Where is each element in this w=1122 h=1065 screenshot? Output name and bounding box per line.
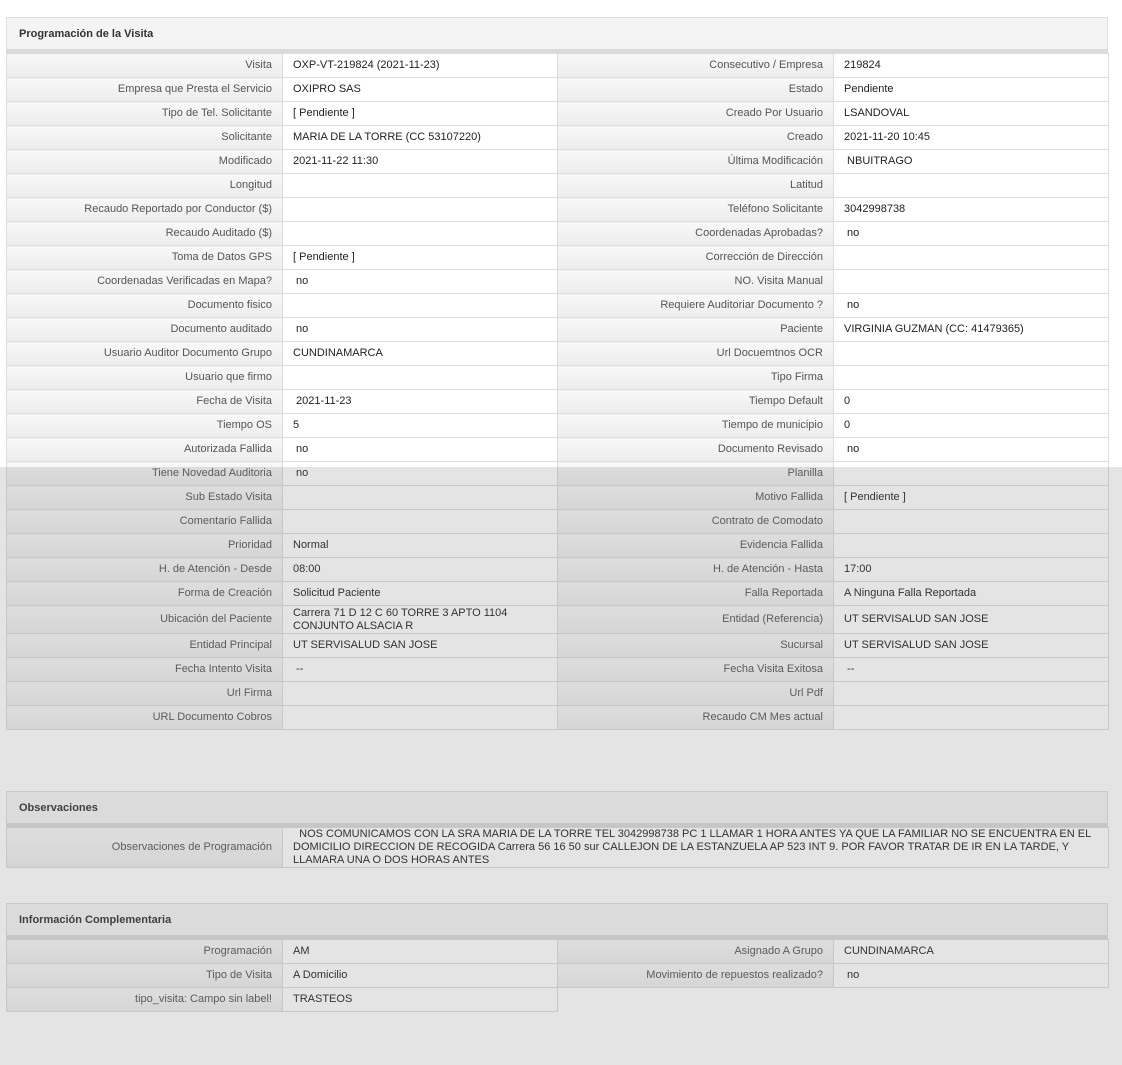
field-label: Usuario que firmo bbox=[7, 366, 283, 390]
field-value bbox=[834, 366, 1109, 390]
field-value: 2021-11-22 11:30 bbox=[283, 150, 558, 174]
field-label: Ubicación del Paciente bbox=[7, 606, 283, 634]
field-label: Fecha Visita Exitosa bbox=[558, 658, 834, 682]
field-value bbox=[834, 534, 1109, 558]
field-value: 17:00 bbox=[834, 558, 1109, 582]
table-row bbox=[7, 198, 1109, 222]
complementaria-title: Información Complementaria bbox=[19, 913, 172, 926]
field-label: Planilla bbox=[558, 462, 834, 486]
field-label: Recaudo CM Mes actual bbox=[558, 706, 834, 730]
table-row bbox=[7, 342, 1109, 366]
field-value: OXIPRO SAS bbox=[283, 78, 558, 102]
table-row bbox=[7, 486, 1109, 510]
observaciones-panel bbox=[6, 791, 1108, 868]
field-value: CUNDINAMARCA bbox=[834, 940, 1109, 964]
field-value: 219824 bbox=[834, 54, 1109, 78]
field-label: Sucursal bbox=[558, 634, 834, 658]
table-row bbox=[7, 606, 1109, 634]
observaciones-table bbox=[6, 827, 1109, 868]
table-row bbox=[7, 150, 1109, 174]
field-label: Tiene Novedad Auditoria bbox=[7, 462, 283, 486]
observaciones-title: Observaciones bbox=[19, 801, 98, 814]
table-row bbox=[7, 940, 1109, 964]
table-row bbox=[7, 318, 1109, 342]
field-label: Tiempo OS bbox=[7, 414, 283, 438]
field-label: Asignado A Grupo bbox=[558, 940, 834, 964]
field-value: MARIA DE LA TORRE (CC 53107220) bbox=[283, 126, 558, 150]
field-label: Fecha de Visita bbox=[7, 390, 283, 414]
table-row bbox=[7, 414, 1109, 438]
field-value bbox=[834, 706, 1109, 730]
field-label: Tipo de Visita bbox=[7, 964, 283, 988]
field-value: LSANDOVAL bbox=[834, 102, 1109, 126]
field-value bbox=[283, 510, 558, 534]
field-label: Documento Revisado bbox=[558, 438, 834, 462]
field-value bbox=[834, 246, 1109, 270]
field-value bbox=[834, 342, 1109, 366]
table-row bbox=[7, 634, 1109, 658]
field-label: Solicitante bbox=[7, 126, 283, 150]
field-label: Url Firma bbox=[7, 682, 283, 706]
field-value: 2021-11-20 10:45 bbox=[834, 126, 1109, 150]
programacion-title: Programación de la Visita bbox=[19, 27, 154, 40]
field-label: Longitud bbox=[7, 174, 283, 198]
field-value: VIRGINIA GUZMAN (CC: 41479365) bbox=[834, 318, 1109, 342]
field-value: no bbox=[283, 462, 558, 486]
programacion-panel bbox=[6, 17, 1108, 730]
field-label: Prioridad bbox=[7, 534, 283, 558]
field-label: Url Docuemtnos OCR bbox=[558, 342, 834, 366]
field-value: 08:00 bbox=[283, 558, 558, 582]
table-row bbox=[7, 988, 1109, 1012]
table-row bbox=[7, 964, 1109, 988]
table-row bbox=[7, 582, 1109, 606]
field-value: AM bbox=[283, 940, 558, 964]
field-value bbox=[283, 366, 558, 390]
field-label: Recaudo Reportado por Conductor ($) bbox=[7, 198, 283, 222]
field-label: tipo_visita: Campo sin label! bbox=[7, 988, 283, 1012]
field-value bbox=[283, 294, 558, 318]
field-value: no bbox=[834, 438, 1109, 462]
field-value bbox=[283, 486, 558, 510]
field-label: Movimiento de repuestos realizado? bbox=[558, 964, 834, 988]
field-label: Coordenadas Verificadas en Mapa? bbox=[7, 270, 283, 294]
field-value bbox=[834, 682, 1109, 706]
field-value: no bbox=[283, 438, 558, 462]
field-value: 3042998738 bbox=[834, 198, 1109, 222]
field-value: Carrera 71 D 12 C 60 TORRE 3 APTO 1104 CONJUNTO ALSACIA R bbox=[283, 606, 558, 634]
field-label: Tiempo de municipio bbox=[558, 414, 834, 438]
field-value bbox=[834, 174, 1109, 198]
field-value: [ Pendiente ] bbox=[283, 246, 558, 270]
table-row bbox=[7, 462, 1109, 486]
table-row bbox=[7, 126, 1109, 150]
field-value bbox=[283, 682, 558, 706]
table-row bbox=[7, 246, 1109, 270]
field-label: Tiempo Default bbox=[558, 390, 834, 414]
field-label: Programación bbox=[7, 940, 283, 964]
field-value: NBUITRAGO bbox=[834, 150, 1109, 174]
field-label: Corrección de Dirección bbox=[558, 246, 834, 270]
table-row bbox=[7, 828, 1109, 868]
programacion-table bbox=[6, 53, 1109, 730]
field-label: Entidad (Referencia) bbox=[558, 606, 834, 634]
field-value: no bbox=[834, 294, 1109, 318]
table-row bbox=[7, 270, 1109, 294]
field-value: no bbox=[834, 964, 1109, 988]
complementaria-header bbox=[6, 903, 1108, 939]
field-label: Estado bbox=[558, 78, 834, 102]
field-label: Entidad Principal bbox=[7, 634, 283, 658]
table-row bbox=[7, 706, 1109, 730]
table-row bbox=[7, 558, 1109, 582]
field-value: TRASTEOS bbox=[283, 988, 558, 1012]
field-value: A Domicilio bbox=[283, 964, 558, 988]
field-value: no bbox=[283, 318, 558, 342]
field-label: Usuario Auditor Documento Grupo bbox=[7, 342, 283, 366]
field-value: OXP-VT-219824 (2021-11-23) bbox=[283, 54, 558, 78]
table-row bbox=[7, 222, 1109, 246]
field-value: 2021-11-23 bbox=[283, 390, 558, 414]
table-row bbox=[7, 390, 1109, 414]
field-label: Modificado bbox=[7, 150, 283, 174]
field-label: Tipo de Tel. Solicitante bbox=[7, 102, 283, 126]
field-label: Evidencia Fallida bbox=[558, 534, 834, 558]
field-label: URL Documento Cobros bbox=[7, 706, 283, 730]
empty-cell bbox=[558, 988, 1109, 1012]
field-value: no bbox=[283, 270, 558, 294]
field-label: NO. Visita Manual bbox=[558, 270, 834, 294]
field-label: Latitud bbox=[558, 174, 834, 198]
table-row bbox=[7, 78, 1109, 102]
field-value: -- bbox=[283, 658, 558, 682]
field-label: Autorizada Fallida bbox=[7, 438, 283, 462]
field-label: H. de Atención - Hasta bbox=[558, 558, 834, 582]
table-row bbox=[7, 54, 1109, 78]
field-value: 5 bbox=[283, 414, 558, 438]
table-row bbox=[7, 294, 1109, 318]
field-label: Empresa que Presta el Servicio bbox=[7, 78, 283, 102]
table-row bbox=[7, 658, 1109, 682]
field-value: Pendiente bbox=[834, 78, 1109, 102]
field-label: Documento auditado bbox=[7, 318, 283, 342]
field-value bbox=[834, 270, 1109, 294]
field-value: [ Pendiente ] bbox=[834, 486, 1109, 510]
field-value: UT SERVISALUD SAN JOSE bbox=[283, 634, 558, 658]
field-label: Contrato de Comodato bbox=[558, 510, 834, 534]
field-value bbox=[283, 706, 558, 730]
field-label: Forma de Creación bbox=[7, 582, 283, 606]
complementaria-panel bbox=[6, 903, 1108, 1012]
field-label: Url Pdf bbox=[558, 682, 834, 706]
field-value: CUNDINAMARCA bbox=[283, 342, 558, 366]
field-value bbox=[283, 222, 558, 246]
observaciones-label: Observaciones de Programación bbox=[7, 828, 283, 868]
field-label: Teléfono Solicitante bbox=[558, 198, 834, 222]
field-value bbox=[834, 510, 1109, 534]
field-label: Consecutivo / Empresa bbox=[558, 54, 834, 78]
field-value: Solicitud Paciente bbox=[283, 582, 558, 606]
field-value: 0 bbox=[834, 414, 1109, 438]
programacion-header bbox=[6, 17, 1108, 53]
field-value: UT SERVISALUD SAN JOSE bbox=[834, 634, 1109, 658]
field-value: -- bbox=[834, 658, 1109, 682]
field-label: Falla Reportada bbox=[558, 582, 834, 606]
field-value bbox=[283, 174, 558, 198]
field-value: Normal bbox=[283, 534, 558, 558]
table-row bbox=[7, 682, 1109, 706]
field-label: Visita bbox=[7, 54, 283, 78]
field-label: Última Modificación bbox=[558, 150, 834, 174]
field-label: Sub Estado Visita bbox=[7, 486, 283, 510]
field-label: Comentario Fallida bbox=[7, 510, 283, 534]
table-row bbox=[7, 102, 1109, 126]
table-row bbox=[7, 366, 1109, 390]
table-row bbox=[7, 174, 1109, 198]
field-label: Fecha Intento Visita bbox=[7, 658, 283, 682]
field-label: Coordenadas Aprobadas? bbox=[558, 222, 834, 246]
observaciones-value: NOS COMUNICAMOS CON LA SRA MARIA DE LA TORRE TEL 3042998738 PC 1 LLAMAR 1 HORA ANTES YA QUE LA FAMILIAR NO SE ENCUENTRA EN EL DOMICILIO DIRECCION DE RECOGIDA Carrera 56 16 50 sur CALLEJON DE LA ESTANZUELA AP 523 INT 9. POR FAVOR TRATAR DE IR EN LA TARDE, Y LLAMARA UNA O DOS HORAS ANTES bbox=[283, 828, 1109, 868]
field-label: Creado bbox=[558, 126, 834, 150]
field-label: Requiere Auditoriar Documento ? bbox=[558, 294, 834, 318]
table-row bbox=[7, 438, 1109, 462]
field-label: Paciente bbox=[558, 318, 834, 342]
table-row bbox=[7, 510, 1109, 534]
field-label: H. de Atención - Desde bbox=[7, 558, 283, 582]
field-label: Toma de Datos GPS bbox=[7, 246, 283, 270]
table-row bbox=[7, 534, 1109, 558]
field-label: Documento fisico bbox=[7, 294, 283, 318]
field-value bbox=[834, 462, 1109, 486]
complementaria-table bbox=[6, 939, 1109, 1012]
field-value: [ Pendiente ] bbox=[283, 102, 558, 126]
field-label: Tipo Firma bbox=[558, 366, 834, 390]
field-label: Motivo Fallida bbox=[558, 486, 834, 510]
field-value: no bbox=[834, 222, 1109, 246]
field-value: UT SERVISALUD SAN JOSE bbox=[834, 606, 1109, 634]
field-label: Recaudo Auditado ($) bbox=[7, 222, 283, 246]
field-value bbox=[283, 198, 558, 222]
field-label: Creado Por Usuario bbox=[558, 102, 834, 126]
field-value: 0 bbox=[834, 390, 1109, 414]
field-value: A Ninguna Falla Reportada bbox=[834, 582, 1109, 606]
observaciones-header bbox=[6, 791, 1108, 827]
